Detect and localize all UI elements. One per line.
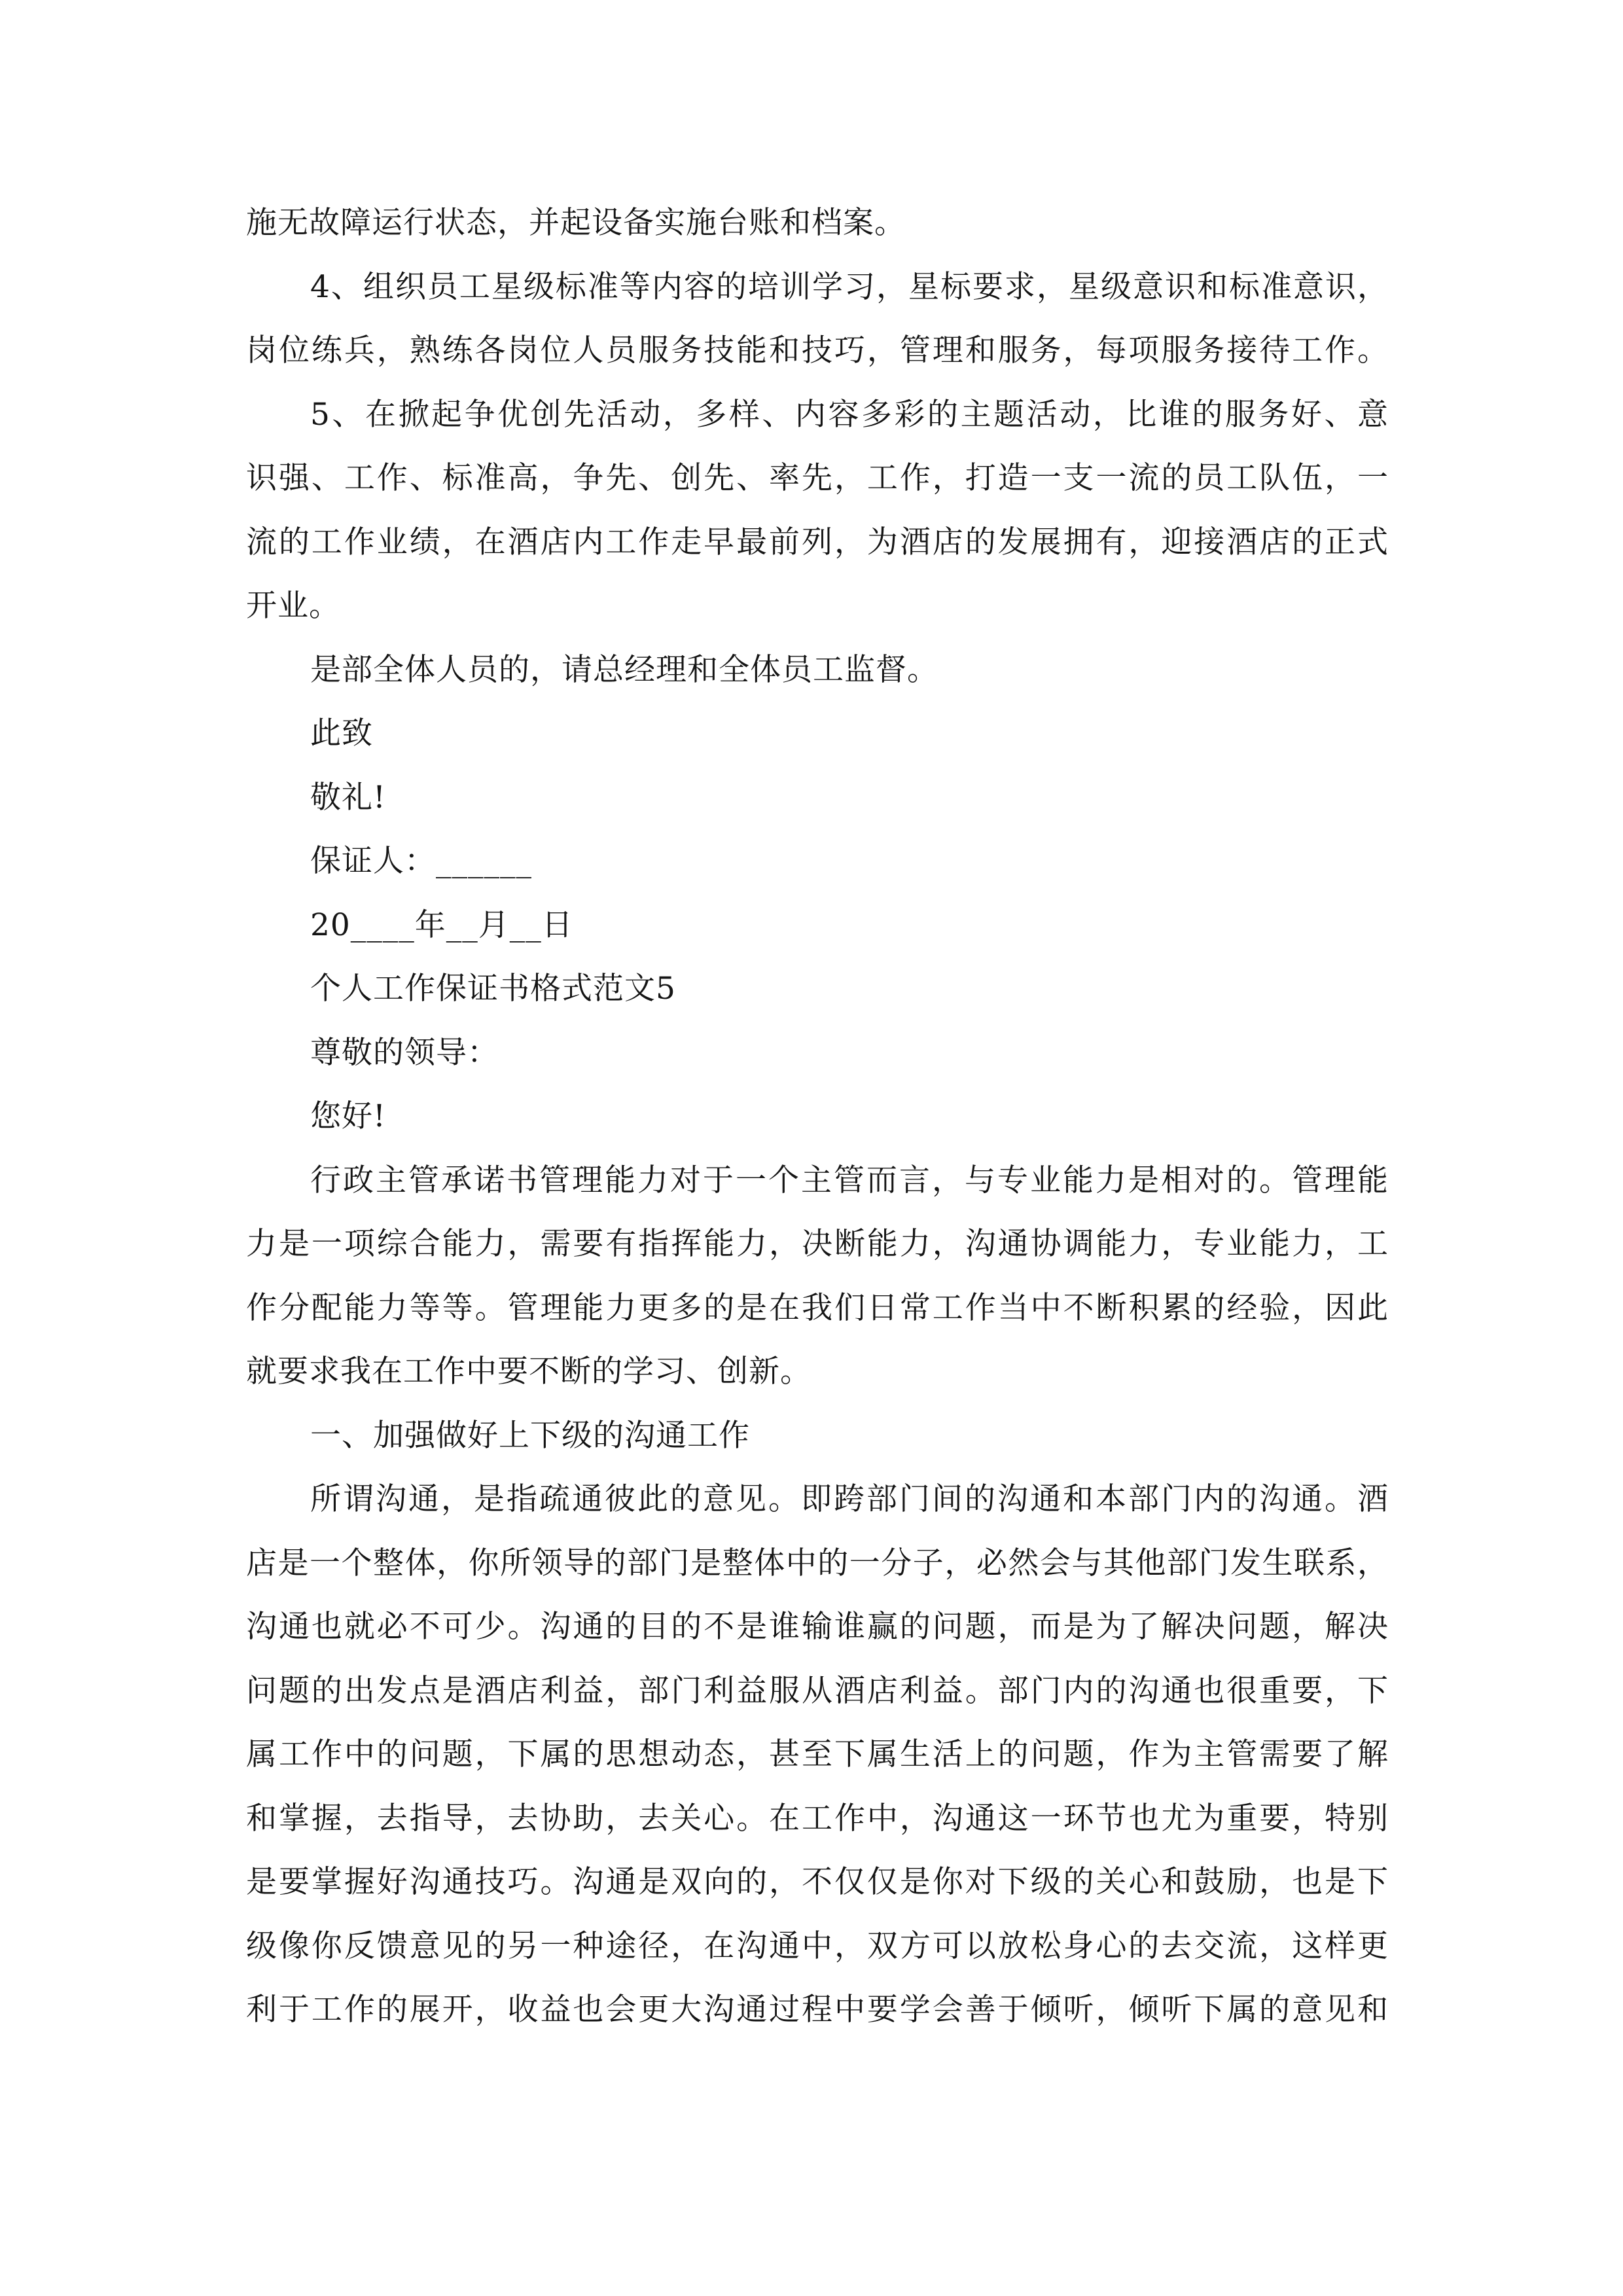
closing-line: 敬礼!: [310, 779, 386, 816]
paragraph-line: 就要求我在工作中要不断的学习、创新。: [246, 1354, 812, 1390]
paragraph-line: 作分配能力等等。管理能力更多的是在我们日常工作当中不断积累的经验，因此: [246, 1289, 1389, 1326]
paragraph-line: 施无故障运行状态，并起设备实施台账和档案。: [246, 205, 906, 241]
document-body: [246, 191, 1389, 2042]
greeting-line: 您好!: [310, 1098, 386, 1134]
paragraph-line: 识强、工作、标准高，争先、创先、率先，工作，打造一支一流的员工队伍，一: [246, 460, 1389, 496]
paragraph-line: 利于工作的展开，收益也会更大沟通过程中要学会善于倾听，倾听下属的意见和: [246, 1992, 1389, 2028]
paragraph-line: 所谓沟通，是指疏通彼此的意见。即跨部门间的沟通和本部门内的沟通。酒: [310, 1481, 1389, 1517]
paragraph-line: 是要掌握好沟通技巧。沟通是双向的，不仅仅是你对下级的关心和鼓励，也是下: [246, 1864, 1389, 1900]
paragraph-line: 和掌握，去指导，去协助，去关心。在工作中，沟通这一环节也尤为重要，特别: [246, 1800, 1389, 1837]
subheading: 一、加强做好上下级的沟通工作: [310, 1417, 750, 1454]
paragraph-line: 力是一项综合能力，需要有指挥能力，决断能力，沟通协调能力，专业能力，工: [246, 1226, 1389, 1262]
paragraph-line: 店是一个整体，你所领导的部门是整体中的一分子，必然会与其他部门发生联系，: [246, 1545, 1389, 1581]
date-line: 20____年__月__日: [310, 906, 573, 943]
salutation-line: 尊敬的领导：: [310, 1034, 499, 1071]
paragraph-line: 5、在掀起争优创先活动，多样、内容多彩的主题活动，比谁的服务好、意: [310, 396, 1389, 433]
signature-line: 保证人：______: [310, 843, 532, 879]
paragraph-line: 级像你反馈意见的另一种途径，在沟通中，双方可以放松身心的去交流，这样更: [246, 1928, 1389, 1964]
paragraph-line: 属工作中的问题，下属的思想动态，甚至下属生活上的问题，作为主管需要了解: [246, 1736, 1389, 1772]
paragraph-line: 问题的出发点是酒店利益，部门利益服从酒店利益。部门内的沟通也很重要，下: [246, 1672, 1389, 1709]
paragraph-line: 流的工作业绩，在酒店内工作走早最前列，为酒店的发展拥有，迎接酒店的正式: [246, 524, 1389, 560]
paragraph-line: 沟通也就必不可少。沟通的目的不是谁输谁赢的问题，而是为了解决问题，解决: [246, 1609, 1389, 1645]
paragraph-line: 岗位练兵，熟练各岗位人员服务技能和技巧，管理和服务，每项服务接待工作。: [246, 332, 1389, 368]
paragraph-line: 是部全体人员的，请总经理和全体员工监督。: [310, 651, 938, 688]
closing-line: 此致: [310, 715, 373, 751]
paragraph-line: 开业。: [246, 588, 340, 624]
section-title: 个人工作保证书格式范文5: [310, 971, 676, 1007]
paragraph-line: 行政主管承诺书管理能力对于一个主管而言，与专业能力是相对的。管理能: [310, 1162, 1389, 1198]
paragraph-line: 4、组织员工星级标准等内容的培训学习，星标要求，星级意识和标准意识，: [310, 268, 1389, 305]
